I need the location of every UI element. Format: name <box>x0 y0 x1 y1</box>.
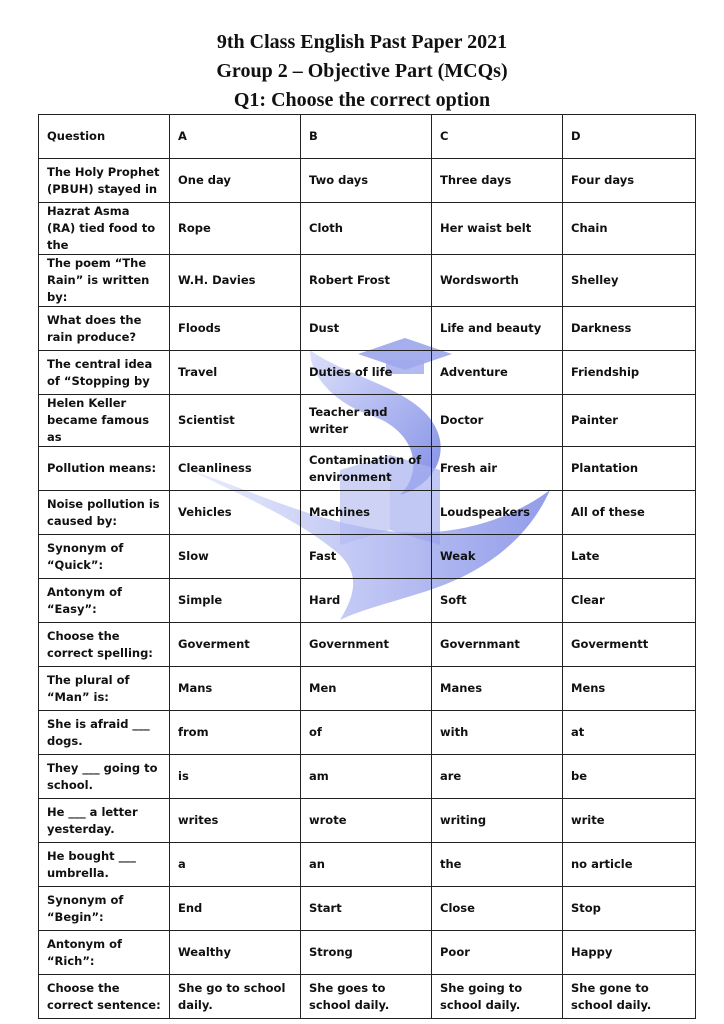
table-row <box>39 307 696 351</box>
question-cell: Antonym of “Easy”: <box>39 579 170 623</box>
option-a-cell: Simple <box>170 579 301 623</box>
question-cell: The central idea of “Stopping by <box>39 351 170 395</box>
table-row <box>39 799 696 843</box>
option-a-cell: W.H. Davies <box>170 255 301 307</box>
option-d-cell: Painter <box>563 395 696 447</box>
paper-subtitle: Group 2 – Objective Part (MCQs) <box>216 60 508 82</box>
table-row <box>39 447 696 491</box>
option-d-cell: no article <box>563 843 696 887</box>
table-row <box>39 255 696 307</box>
question-cell: Choose the correct spelling: <box>39 623 170 667</box>
option-b-cell: Duties of life <box>301 351 432 395</box>
option-c-cell: Her waist belt <box>432 203 563 255</box>
option-a-cell: One day <box>170 159 301 203</box>
option-c-cell: She going to school daily. <box>432 975 563 1019</box>
option-a-cell: Vehicles <box>170 491 301 535</box>
option-a-cell: writes <box>170 799 301 843</box>
option-d-cell: Late <box>563 535 696 579</box>
option-c-cell: Doctor <box>432 395 563 447</box>
option-b-cell: Start <box>301 887 432 931</box>
option-d-cell: Chain <box>563 203 696 255</box>
question-cell: Pollution means: <box>39 447 170 491</box>
option-d-cell: write <box>563 799 696 843</box>
question-cell: Noise pollution is caused by: <box>39 491 170 535</box>
question-cell: What does the rain produce? <box>39 307 170 351</box>
table-row <box>39 887 696 931</box>
table-row <box>39 395 696 447</box>
table-row <box>39 843 696 887</box>
option-d-cell: Govermentt <box>563 623 696 667</box>
option-a-cell: Travel <box>170 351 301 395</box>
question-cell: Synonym of “Quick”: <box>39 535 170 579</box>
option-d-cell: Mens <box>563 667 696 711</box>
option-b-cell: an <box>301 843 432 887</box>
option-d-cell: All of these <box>563 491 696 535</box>
option-d-cell: Happy <box>563 931 696 975</box>
option-c-cell: Loudspeakers <box>432 491 563 535</box>
option-b-cell: Two days <box>301 159 432 203</box>
option-a-cell: She go to school daily. <box>170 975 301 1019</box>
table-row <box>39 755 696 799</box>
column-header: D <box>563 115 696 159</box>
option-a-cell: is <box>170 755 301 799</box>
table-row <box>39 579 696 623</box>
table-header-row <box>39 115 696 159</box>
option-d-cell: Shelley <box>563 255 696 307</box>
question-cell: He bought ___ umbrella. <box>39 843 170 887</box>
option-b-cell: Machines <box>301 491 432 535</box>
table-row <box>39 491 696 535</box>
option-c-cell: Manes <box>432 667 563 711</box>
option-a-cell: from <box>170 711 301 755</box>
question-cell: Hazrat Asma (RA) tied food to the <box>39 203 170 255</box>
option-a-cell: Goverment <box>170 623 301 667</box>
option-c-cell: the <box>432 843 563 887</box>
option-d-cell: Four days <box>563 159 696 203</box>
column-header: B <box>301 115 432 159</box>
option-a-cell: Mans <box>170 667 301 711</box>
option-c-cell: Life and beauty <box>432 307 563 351</box>
option-b-cell: Teacher and writer <box>301 395 432 447</box>
option-c-cell: with <box>432 711 563 755</box>
option-c-cell: Soft <box>432 579 563 623</box>
option-b-cell: Men <box>301 667 432 711</box>
option-b-cell: Government <box>301 623 432 667</box>
option-b-cell: of <box>301 711 432 755</box>
option-a-cell: Slow <box>170 535 301 579</box>
option-b-cell: Robert Frost <box>301 255 432 307</box>
option-c-cell: Close <box>432 887 563 931</box>
option-d-cell: Clear <box>563 579 696 623</box>
question-cell: The Holy Prophet (PBUH) stayed in <box>39 159 170 203</box>
option-c-cell: Wordsworth <box>432 255 563 307</box>
question-cell: They ___ going to school. <box>39 755 170 799</box>
option-d-cell: at <box>563 711 696 755</box>
table-row <box>39 931 696 975</box>
question-cell: Antonym of “Rich”: <box>39 931 170 975</box>
option-c-cell: Poor <box>432 931 563 975</box>
option-c-cell: Adventure <box>432 351 563 395</box>
option-d-cell: She gone to school daily. <box>563 975 696 1019</box>
option-c-cell: writing <box>432 799 563 843</box>
option-b-cell: am <box>301 755 432 799</box>
question-cell: Helen Keller became famous as <box>39 395 170 447</box>
question-heading: Q1: Choose the correct option <box>233 89 491 111</box>
option-c-cell: Governmant <box>432 623 563 667</box>
option-a-cell: Wealthy <box>170 931 301 975</box>
option-d-cell: Stop <box>563 887 696 931</box>
option-b-cell: She goes to school daily. <box>301 975 432 1019</box>
option-d-cell: be <box>563 755 696 799</box>
option-c-cell: are <box>432 755 563 799</box>
option-a-cell: Rope <box>170 203 301 255</box>
question-cell: Synonym of “Begin”: <box>39 887 170 931</box>
option-a-cell: a <box>170 843 301 887</box>
option-d-cell: Friendship <box>563 351 696 395</box>
column-header: C <box>432 115 563 159</box>
question-cell: The poem “The Rain” is written by: <box>39 255 170 307</box>
mcq-table <box>38 114 696 1019</box>
option-b-cell: wrote <box>301 799 432 843</box>
option-c-cell: Weak <box>432 535 563 579</box>
paper-title: 9th Class English Past Paper 2021 <box>216 31 508 53</box>
option-b-cell: Fast <box>301 535 432 579</box>
option-d-cell: Darkness <box>563 307 696 351</box>
option-c-cell: Fresh air <box>432 447 563 491</box>
table-row <box>39 203 696 255</box>
question-cell: She is afraid ___ dogs. <box>39 711 170 755</box>
option-a-cell: Scientist <box>170 395 301 447</box>
option-b-cell: Strong <box>301 931 432 975</box>
table-row <box>39 159 696 203</box>
question-cell: He ___ a letter yesterday. <box>39 799 170 843</box>
option-b-cell: Dust <box>301 307 432 351</box>
table-row <box>39 623 696 667</box>
column-header: Question <box>39 115 170 159</box>
question-cell: Choose the correct sentence: <box>39 975 170 1019</box>
option-b-cell: Hard <box>301 579 432 623</box>
option-a-cell: End <box>170 887 301 931</box>
table-row <box>39 711 696 755</box>
option-d-cell: Plantation <box>563 447 696 491</box>
question-cell: The plural of “Man” is: <box>39 667 170 711</box>
option-b-cell: Contamination of environment <box>301 447 432 491</box>
table-row <box>39 351 696 395</box>
column-header: A <box>170 115 301 159</box>
table-row <box>39 535 696 579</box>
table-row <box>39 667 696 711</box>
option-c-cell: Three days <box>432 159 563 203</box>
option-b-cell: Cloth <box>301 203 432 255</box>
option-a-cell: Cleanliness <box>170 447 301 491</box>
table-row <box>39 975 696 1019</box>
option-a-cell: Floods <box>170 307 301 351</box>
